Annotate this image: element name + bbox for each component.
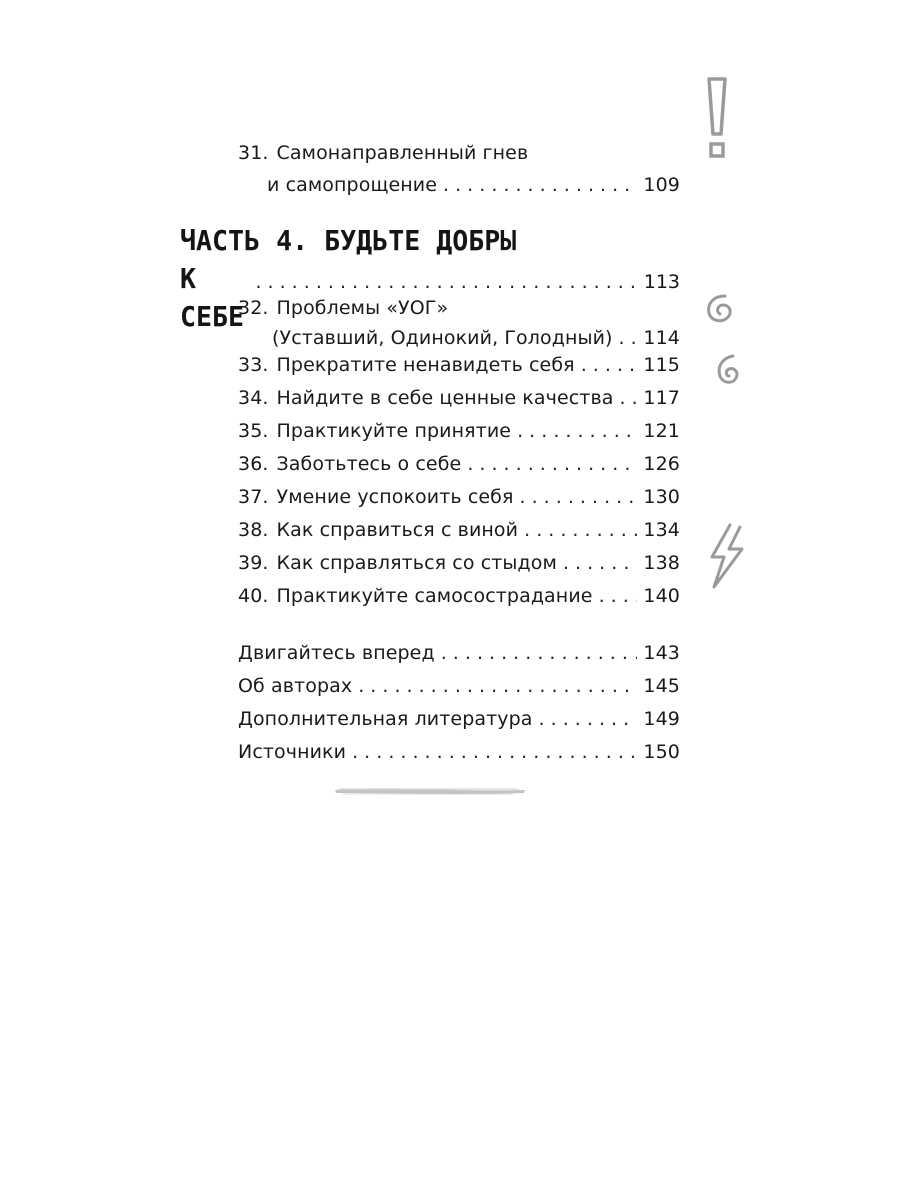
leader-dots: [443, 171, 637, 199]
part-title-cont: К СЕБЕ: [180, 262, 245, 333]
toc-entry-title: Как справиться с виной: [276, 519, 519, 541]
toc-entry-title: Источники: [238, 741, 347, 763]
leader-dots: [520, 483, 638, 511]
toc-entry-39[interactable]: [238, 549, 680, 582]
toc-entry-title: Заботьтесь о себе: [276, 453, 462, 475]
toc-entry-34[interactable]: [238, 384, 680, 417]
toc-entry-38[interactable]: [238, 516, 680, 549]
toc-entry-number: 35.: [238, 420, 269, 442]
toc-entry-title: Дополнительная литература: [238, 708, 533, 730]
leader-dots: [563, 549, 637, 577]
toc-page-number: 138: [643, 552, 680, 574]
toc-entry-title: Как справляться со стыдом: [276, 552, 557, 574]
toc-page-number: 145: [643, 675, 680, 697]
toc-page-number: 149: [643, 708, 680, 730]
toc-entry-number: 31.: [238, 142, 269, 164]
toc-entry-40[interactable]: [238, 582, 680, 615]
toc-entry-title-cont: (Уставший, Одинокий, Голодный): [272, 327, 613, 349]
toc-entry-number: 38.: [238, 519, 269, 541]
toc-page-number: 150: [643, 741, 680, 763]
exclamation-icon: [702, 76, 732, 162]
toc-page-number: 121: [643, 420, 680, 442]
brush-stroke: [333, 784, 527, 798]
toc-entry-reading[interactable]: [238, 705, 680, 738]
toc-page-number: 114: [643, 327, 680, 349]
leader-dots: [599, 582, 638, 610]
toc-entry-number: 34.: [238, 387, 269, 409]
toc-entry-title-cont: и самопрощение: [267, 174, 437, 196]
toc-entry-37[interactable]: [238, 483, 680, 516]
spiral-icon: [703, 292, 739, 326]
toc-entry-sources[interactable]: [238, 738, 680, 771]
toc-entry-title: Самонаправленный гнев: [276, 142, 529, 164]
toc-entry-title: Практикуйте принятие: [276, 420, 512, 442]
leader-dots: [539, 705, 638, 733]
toc-entry-title: Практикуйте самосострадание: [276, 585, 593, 607]
toc-page-number: 115: [643, 354, 680, 376]
leader-dots: [352, 738, 637, 766]
toc-page-number: 126: [643, 453, 680, 475]
toc-entry-title: Об авторах: [238, 675, 353, 697]
toc-entry-title: Проблемы «УОГ»: [276, 297, 449, 319]
toc-entry-forward[interactable]: [238, 639, 680, 672]
toc-page-number: 117: [643, 387, 680, 409]
leader-dots: [517, 417, 637, 445]
toc-entry-number: 37.: [238, 486, 269, 508]
leader-dots: [524, 516, 637, 544]
toc-entry-36[interactable]: [238, 450, 680, 483]
part-title: ЧАСТЬ 4. БУДЬТЕ ДОБРЫ: [180, 224, 517, 257]
leader-dots: [467, 450, 637, 478]
toc-entry-32[interactable]: [238, 294, 680, 357]
toc-entry-number: 32.: [238, 297, 269, 319]
toc-page-number: 140: [643, 585, 680, 607]
toc-entry-33[interactable]: [238, 351, 680, 384]
toc-entry-number: 33.: [238, 354, 269, 376]
spiral-icon: [712, 353, 746, 387]
leader-dots: [581, 351, 638, 379]
toc-entry-title: Двигайтесь вперед: [238, 642, 435, 664]
toc-entry-35[interactable]: [238, 417, 680, 450]
leader-dots: [358, 672, 637, 700]
toc-entry-31[interactable]: [238, 139, 680, 204]
toc-entry-title: Умение успокоить себя: [276, 486, 514, 508]
toc-entry-title: Найдите в себе ценные качества: [276, 387, 614, 409]
toc-page-number: 134: [643, 519, 680, 541]
toc-page-number: 113: [643, 271, 680, 293]
toc-entry-title: Прекратите ненавидеть себя: [276, 354, 575, 376]
toc-entry-number: 40.: [238, 585, 269, 607]
toc-entry-authors[interactable]: [238, 672, 680, 705]
toc-page-number: 143: [643, 642, 680, 664]
leader-dots: [620, 384, 638, 412]
toc-page-number: 130: [643, 486, 680, 508]
leader-dots: [441, 639, 638, 667]
toc-entry-number: 39.: [238, 552, 269, 574]
lightning-icon: [706, 523, 748, 589]
toc-entry-number: 36.: [238, 453, 269, 475]
toc-page-number: 109: [643, 174, 680, 196]
leader-dots: [619, 324, 638, 352]
